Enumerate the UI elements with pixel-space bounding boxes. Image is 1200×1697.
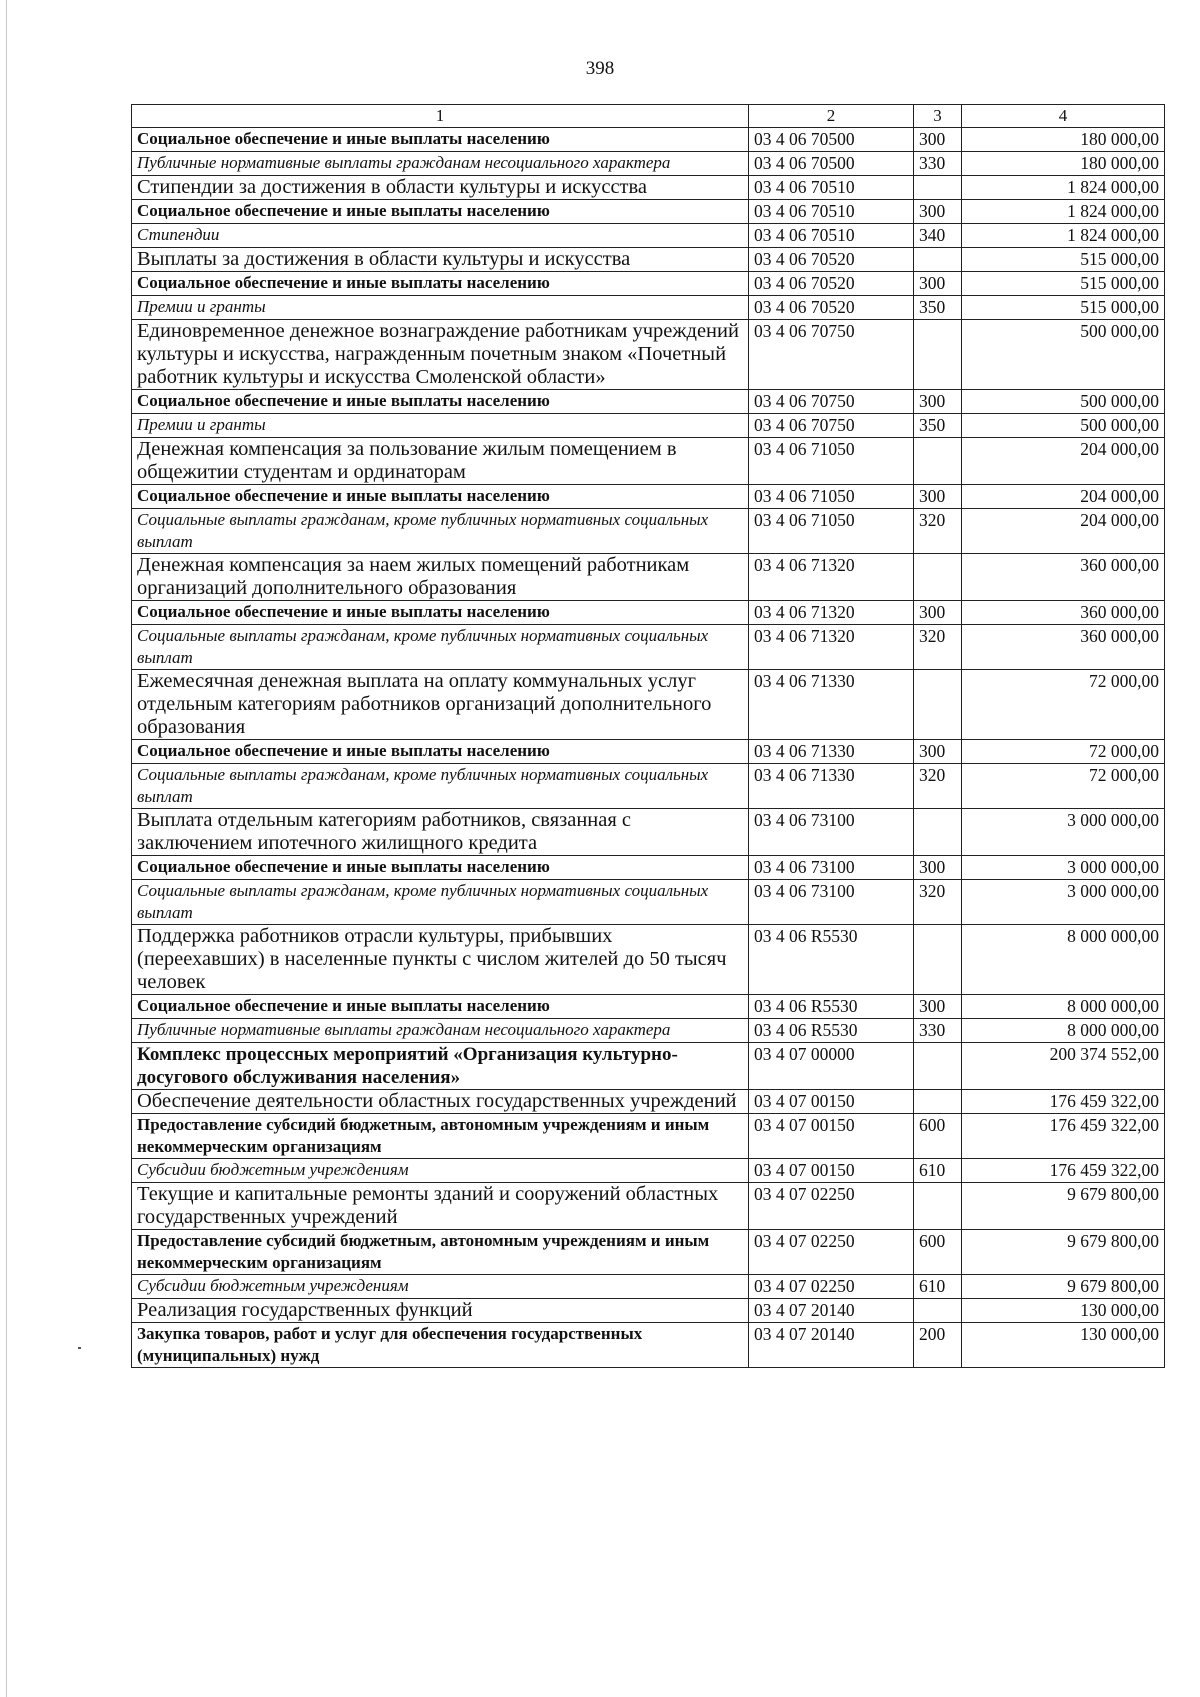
row-type-cell: 300 <box>914 740 962 764</box>
row-type-cell <box>914 1043 962 1090</box>
table-row <box>132 272 1165 296</box>
table-row <box>132 925 1165 995</box>
row-name-cell: Ежемесячная денежная выплата на оплату коммунальных услуг отдельным категориям работников организаций дополнительного образования <box>132 670 749 740</box>
row-name-cell: Социальное обеспечение и иные выплаты населению <box>132 995 749 1019</box>
table-row <box>132 224 1165 248</box>
row-code-cell: 03 4 06 70510 <box>749 224 914 248</box>
row-sum-cell: 9 679 800,00 <box>962 1183 1165 1230</box>
row-code-cell: 03 4 07 02250 <box>749 1183 914 1230</box>
table-row <box>132 625 1165 670</box>
row-type-cell: 330 <box>914 1019 962 1043</box>
row-name-cell: Социальное обеспечение и иные выплаты населению <box>132 485 749 509</box>
table-row <box>132 1090 1165 1114</box>
row-code-cell: 03 4 06 71050 <box>749 509 914 554</box>
row-name-cell: Публичные нормативные выплаты гражданам несоциального характера <box>132 1019 749 1043</box>
row-name-cell: Социальное обеспечение и иные выплаты населению <box>132 272 749 296</box>
row-type-cell: 300 <box>914 390 962 414</box>
row-type-cell <box>914 925 962 995</box>
table-row <box>132 670 1165 740</box>
row-code-cell: 03 4 07 20140 <box>749 1299 914 1323</box>
row-code-cell: 03 4 06 71330 <box>749 740 914 764</box>
row-code-cell: 03 4 07 20140 <box>749 1323 914 1368</box>
row-type-cell <box>914 670 962 740</box>
row-sum-cell: 204 000,00 <box>962 509 1165 554</box>
row-name-cell: Предоставление субсидий бюджетным, автономным учреждениям и иным некоммерческим организациям <box>132 1230 749 1275</box>
row-sum-cell: 1 824 000,00 <box>962 176 1165 200</box>
row-sum-cell: 9 679 800,00 <box>962 1275 1165 1299</box>
row-sum-cell: 1 824 000,00 <box>962 200 1165 224</box>
row-type-cell: 300 <box>914 601 962 625</box>
row-type-cell: 320 <box>914 880 962 925</box>
row-name-cell: Социальные выплаты гражданам, кроме публичных нормативных социальных выплат <box>132 509 749 554</box>
table-row <box>132 509 1165 554</box>
row-code-cell: 03 4 06 71320 <box>749 625 914 670</box>
row-sum-cell: 360 000,00 <box>962 625 1165 670</box>
row-code-cell: 03 4 06 70520 <box>749 296 914 320</box>
page-number: 398 <box>585 58 615 79</box>
row-code-cell: 03 4 06 70750 <box>749 390 914 414</box>
table-row <box>132 200 1165 224</box>
row-code-cell: 03 4 06 R5530 <box>749 995 914 1019</box>
row-code-cell: 03 4 06 70520 <box>749 272 914 296</box>
row-name-cell: Премии и гранты <box>132 414 749 438</box>
row-type-cell <box>914 1090 962 1114</box>
row-sum-cell: 8 000 000,00 <box>962 995 1165 1019</box>
row-code-cell: 03 4 06 70520 <box>749 248 914 272</box>
row-code-cell: 03 4 07 00000 <box>749 1043 914 1090</box>
row-sum-cell: 176 459 322,00 <box>962 1114 1165 1159</box>
row-type-cell: 600 <box>914 1230 962 1275</box>
table-row <box>132 601 1165 625</box>
row-sum-cell: 180 000,00 <box>962 128 1165 152</box>
header-col-4: 4 <box>962 105 1165 128</box>
row-sum-cell: 176 459 322,00 <box>962 1090 1165 1114</box>
table-row <box>132 438 1165 485</box>
row-name-cell: Единовременное денежное вознаграждение работникам учреждений культуры и искусства, награжденным почетным знаком «Почетный работник культуры и искусства Смоленской области» <box>132 320 749 390</box>
row-type-cell <box>914 320 962 390</box>
table-row <box>132 809 1165 856</box>
row-sum-cell: 72 000,00 <box>962 740 1165 764</box>
row-type-cell: 610 <box>914 1275 962 1299</box>
table-row <box>132 390 1165 414</box>
row-code-cell: 03 4 07 00150 <box>749 1114 914 1159</box>
row-name-cell: Социальное обеспечение и иные выплаты населению <box>132 200 749 224</box>
row-name-cell: Выплаты за достижения в области культуры и искусства <box>132 248 749 272</box>
table-row <box>132 320 1165 390</box>
row-type-cell: 300 <box>914 856 962 880</box>
table-row <box>132 1019 1165 1043</box>
row-name-cell: Социальное обеспечение и иные выплаты населению <box>132 856 749 880</box>
table-row <box>132 128 1165 152</box>
row-name-cell: Социальное обеспечение и иные выплаты населению <box>132 601 749 625</box>
row-name-cell: Стипендии <box>132 224 749 248</box>
row-name-cell: Социальные выплаты гражданам, кроме публичных нормативных социальных выплат <box>132 625 749 670</box>
row-sum-cell: 8 000 000,00 <box>962 925 1165 995</box>
row-code-cell: 03 4 06 R5530 <box>749 1019 914 1043</box>
table-row <box>132 856 1165 880</box>
row-code-cell: 03 4 07 02250 <box>749 1230 914 1275</box>
table-row <box>132 1159 1165 1183</box>
row-type-cell: 300 <box>914 200 962 224</box>
table-row <box>132 1323 1165 1368</box>
row-code-cell: 03 4 06 71330 <box>749 764 914 809</box>
row-type-cell: 300 <box>914 485 962 509</box>
row-sum-cell: 72 000,00 <box>962 764 1165 809</box>
row-sum-cell: 3 000 000,00 <box>962 880 1165 925</box>
row-code-cell: 03 4 06 71320 <box>749 554 914 601</box>
row-type-cell: 320 <box>914 509 962 554</box>
row-code-cell: 03 4 06 71320 <box>749 601 914 625</box>
table-row <box>132 1043 1165 1090</box>
row-code-cell: 03 4 07 00150 <box>749 1090 914 1114</box>
row-type-cell: 300 <box>914 272 962 296</box>
row-type-cell: 300 <box>914 128 962 152</box>
row-code-cell: 03 4 06 71050 <box>749 485 914 509</box>
table-row <box>132 1275 1165 1299</box>
row-code-cell: 03 4 06 70500 <box>749 128 914 152</box>
table-row <box>132 296 1165 320</box>
stray-mark <box>78 1347 81 1349</box>
table-row <box>132 1183 1165 1230</box>
row-name-cell: Комплекс процессных мероприятий «Организация культурно-досугового обслуживания населения» <box>132 1043 749 1090</box>
row-sum-cell: 515 000,00 <box>962 272 1165 296</box>
table-row <box>132 414 1165 438</box>
budget-table <box>131 104 1165 1368</box>
row-sum-cell: 176 459 322,00 <box>962 1159 1165 1183</box>
row-sum-cell: 204 000,00 <box>962 438 1165 485</box>
row-sum-cell: 72 000,00 <box>962 670 1165 740</box>
row-type-cell <box>914 554 962 601</box>
row-type-cell: 350 <box>914 414 962 438</box>
row-name-cell: Денежная компенсация за наем жилых помещений работникам организаций дополнительного образования <box>132 554 749 601</box>
row-type-cell <box>914 176 962 200</box>
row-code-cell: 03 4 06 71050 <box>749 438 914 485</box>
table-row <box>132 554 1165 601</box>
table-row <box>132 485 1165 509</box>
row-code-cell: 03 4 07 02250 <box>749 1275 914 1299</box>
table-row <box>132 764 1165 809</box>
row-name-cell: Стипендии за достижения в области культуры и искусства <box>132 176 749 200</box>
row-type-cell <box>914 438 962 485</box>
table-row <box>132 1114 1165 1159</box>
row-name-cell: Социальное обеспечение и иные выплаты населению <box>132 390 749 414</box>
table-row <box>132 1299 1165 1323</box>
row-name-cell: Социальные выплаты гражданам, кроме публичных нормативных социальных выплат <box>132 764 749 809</box>
header-col-3: 3 <box>914 105 962 128</box>
row-sum-cell: 360 000,00 <box>962 554 1165 601</box>
row-type-cell: 350 <box>914 296 962 320</box>
row-code-cell: 03 4 06 70510 <box>749 176 914 200</box>
row-name-cell: Поддержка работников отрасли культуры, прибывших (переехавших) в населенные пункты с числом жителей до 50 тысяч человек <box>132 925 749 995</box>
row-type-cell: 320 <box>914 625 962 670</box>
table-body <box>132 128 1165 1368</box>
table-row <box>132 176 1165 200</box>
row-sum-cell: 500 000,00 <box>962 414 1165 438</box>
row-name-cell: Текущие и капитальные ремонты зданий и сооружений областных государственных учреждений <box>132 1183 749 1230</box>
row-code-cell: 03 4 07 00150 <box>749 1159 914 1183</box>
row-name-cell: Премии и гранты <box>132 296 749 320</box>
row-sum-cell: 515 000,00 <box>962 248 1165 272</box>
row-name-cell: Субсидии бюджетным учреждениям <box>132 1275 749 1299</box>
row-code-cell: 03 4 06 70750 <box>749 320 914 390</box>
row-name-cell: Предоставление субсидий бюджетным, автономным учреждениям и иным некоммерческим организациям <box>132 1114 749 1159</box>
row-type-cell: 600 <box>914 1114 962 1159</box>
row-sum-cell: 500 000,00 <box>962 320 1165 390</box>
row-code-cell: 03 4 06 70500 <box>749 152 914 176</box>
row-type-cell: 340 <box>914 224 962 248</box>
row-sum-cell: 130 000,00 <box>962 1323 1165 1368</box>
row-sum-cell: 515 000,00 <box>962 296 1165 320</box>
table-row <box>132 995 1165 1019</box>
row-sum-cell: 8 000 000,00 <box>962 1019 1165 1043</box>
table-row <box>132 1230 1165 1275</box>
row-name-cell: Денежная компенсация за пользование жилым помещением в общежитии студентам и ординаторам <box>132 438 749 485</box>
row-sum-cell: 3 000 000,00 <box>962 856 1165 880</box>
row-code-cell: 03 4 06 R5530 <box>749 925 914 995</box>
row-sum-cell: 200 374 552,00 <box>962 1043 1165 1090</box>
row-code-cell: 03 4 06 73100 <box>749 880 914 925</box>
row-name-cell: Субсидии бюджетным учреждениям <box>132 1159 749 1183</box>
row-name-cell: Реализация государственных функций <box>132 1299 749 1323</box>
row-name-cell: Социальное обеспечение и иные выплаты населению <box>132 128 749 152</box>
row-sum-cell: 9 679 800,00 <box>962 1230 1165 1275</box>
row-type-cell <box>914 1299 962 1323</box>
row-type-cell: 320 <box>914 764 962 809</box>
row-sum-cell: 1 824 000,00 <box>962 224 1165 248</box>
row-type-cell <box>914 248 962 272</box>
header-col-2: 2 <box>749 105 914 128</box>
row-name-cell: Социальное обеспечение и иные выплаты населению <box>132 740 749 764</box>
row-type-cell: 330 <box>914 152 962 176</box>
table-row <box>132 248 1165 272</box>
row-code-cell: 03 4 06 70510 <box>749 200 914 224</box>
row-type-cell <box>914 809 962 856</box>
row-code-cell: 03 4 06 70750 <box>749 414 914 438</box>
table-row <box>132 740 1165 764</box>
row-sum-cell: 180 000,00 <box>962 152 1165 176</box>
table-row <box>132 152 1165 176</box>
row-code-cell: 03 4 06 71330 <box>749 670 914 740</box>
row-name-cell: Социальные выплаты гражданам, кроме публичных нормативных социальных выплат <box>132 880 749 925</box>
table-row <box>132 880 1165 925</box>
row-name-cell: Обеспечение деятельности областных государственных учреждений <box>132 1090 749 1114</box>
row-sum-cell: 500 000,00 <box>962 390 1165 414</box>
scan-edge-line <box>6 0 7 1697</box>
row-type-cell <box>914 1183 962 1230</box>
row-name-cell: Закупка товаров, работ и услуг для обеспечения государственных (муниципальных) нужд <box>132 1323 749 1368</box>
row-name-cell: Выплата отдельным категориям работников, связанная с заключением ипотечного жилищного кредита <box>132 809 749 856</box>
row-sum-cell: 204 000,00 <box>962 485 1165 509</box>
row-sum-cell: 130 000,00 <box>962 1299 1165 1323</box>
row-type-cell: 300 <box>914 995 962 1019</box>
row-type-cell: 610 <box>914 1159 962 1183</box>
row-name-cell: Публичные нормативные выплаты гражданам несоциального характера <box>132 152 749 176</box>
row-code-cell: 03 4 06 73100 <box>749 809 914 856</box>
row-type-cell: 200 <box>914 1323 962 1368</box>
row-sum-cell: 3 000 000,00 <box>962 809 1165 856</box>
row-code-cell: 03 4 06 73100 <box>749 856 914 880</box>
table-header-row <box>132 105 1165 128</box>
row-sum-cell: 360 000,00 <box>962 601 1165 625</box>
header-col-1: 1 <box>132 105 749 128</box>
